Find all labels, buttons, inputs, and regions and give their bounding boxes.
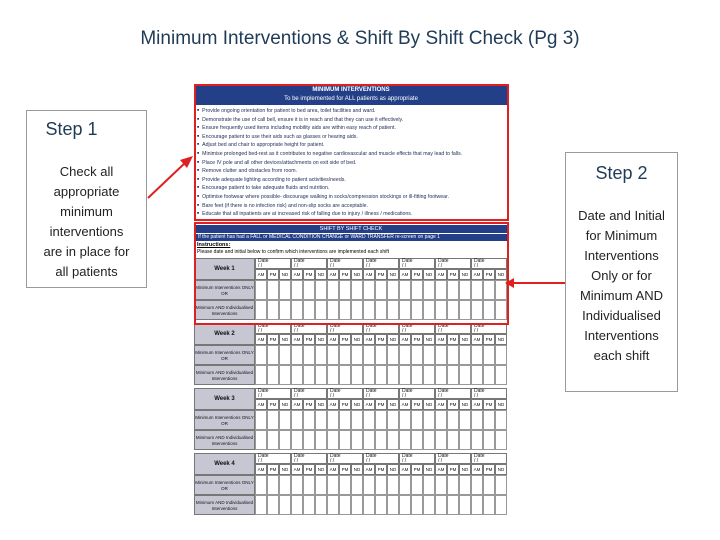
shift-header: ND [459,269,471,280]
shift-header: ND [459,399,471,410]
page-title: Minimum Interventions & Shift By Shift Check (Pg 3) [140,28,580,49]
row-label: Minimum AND Individualised Interventions [194,365,255,385]
mi-item: ■ Provide adequate lighting according to patient activities/needs. [197,176,505,185]
shift-header: AM [471,399,483,410]
mi-item: ■ Educate that all inpatients are at increased risk of falling due to injury / illness / medications. [197,210,505,219]
row-label: Minimum Interventions ONLY OR [194,280,255,300]
shift-header: ND [315,464,327,475]
shift-header: PM [483,269,495,280]
shift-header: AM [363,399,375,410]
date-cell: Date / / [327,323,363,334]
date-cell: Date / / [399,258,435,269]
shift-header: AM [435,269,447,280]
shift-header: AM [291,334,303,345]
mi-subheading: To be implemented for ALL patients as appropriate [284,96,418,102]
row-label: Minimum Interventions ONLY OR [194,475,255,495]
shift-header: ND [459,334,471,345]
shift-header: AM [399,334,411,345]
mi-item: ■ Provide ongoing orientation for patient to bed area, toilet facilities and ward. [197,107,505,116]
shift-header: PM [375,464,387,475]
shift-header: AM [327,334,339,345]
instructions-label-text: Instructions: [197,242,231,248]
shift-header: PM [303,334,315,345]
shift-header: ND [423,269,435,280]
shift-header: ND [495,464,507,475]
shift-header: AM [399,269,411,280]
shift-header: AM [363,269,375,280]
date-cell: Date / / [471,323,507,334]
shift-header: AM [327,269,339,280]
shift-header: PM [411,269,423,280]
step2-line: Individualised [582,308,661,323]
shift-header: ND [279,399,291,410]
shift-header: ND [279,334,291,345]
date-cell: Date / / [435,453,471,464]
shift-header: ND [495,399,507,410]
date-cell: Date / / [399,388,435,399]
shift-header: ND [279,464,291,475]
mi-item: ■ Encourage patient to use their aids such as glasses or hearing aids. [197,133,505,142]
shift-header: AM [255,269,267,280]
shift-header: AM [255,399,267,410]
mi-item: ■ Bare feet (if there is no infection risk) and non-slip socks are acceptable. [197,202,505,211]
shift-header: ND [387,399,399,410]
mi-item: ■ Minimise prolonged bed-rest as it contributes to negative cardiovascular and muscle effects that may lead to falls. [197,150,505,159]
date-cell: Date / / [435,388,471,399]
date-cell: Date / / [327,453,363,464]
date-cell: Date / / [327,388,363,399]
shift-header: AM [255,334,267,345]
shift-header: PM [483,464,495,475]
step2-line: Interventions [584,248,659,263]
date-cell: Date / / [363,388,399,399]
date-cell: Date / / [399,323,435,334]
step1-line: minimum [60,204,113,219]
date-cell: Date / / [291,258,327,269]
shift-header: PM [267,269,279,280]
date-cell: Date / / [291,323,327,334]
step2-line: for Minimum [585,228,658,243]
shift-header: AM [327,464,339,475]
week-label: Week 3 [194,388,255,410]
step2-line: Date and Initial [578,208,665,223]
date-cell: Date / / [327,258,363,269]
shift-header: PM [447,269,459,280]
shift-header: ND [315,269,327,280]
date-cell: Date / / [471,388,507,399]
date-cell: Date / / [435,323,471,334]
shift-header: ND [423,334,435,345]
shift-header: ND [351,399,363,410]
shift-header: AM [399,399,411,410]
shift-header: AM [291,464,303,475]
step2-line: Minimum AND [579,288,664,303]
shift-header: ND [351,464,363,475]
shift-header: ND [387,334,399,345]
shift-header: ND [423,464,435,475]
date-cell: Date / / [363,453,399,464]
instructions-text: Please date and initial below to confirm which interventions are implemented each shift [197,249,390,255]
shift-header: PM [483,399,495,410]
shift-header: AM [471,269,483,280]
shift-header: PM [267,464,279,475]
step1-line: Check all [59,164,114,179]
date-cell: Date / / [471,453,507,464]
shift-header: ND [279,269,291,280]
step2-line: Only or for [591,268,652,283]
shift-header: PM [411,464,423,475]
shift-header: AM [471,464,483,475]
shift-header: ND [315,334,327,345]
date-cell: Date / / [255,388,291,399]
step1-title: Step 1 [45,119,98,139]
shift-header: PM [411,334,423,345]
shift-header: PM [303,269,315,280]
mi-item: ■ Adjust bed and chair to appropriate height for patient. [197,141,505,150]
shift-header: AM [435,464,447,475]
shift-header: AM [291,399,303,410]
row-label: Minimum AND Individualised Interventions [194,495,255,515]
step1-line: appropriate [53,184,120,199]
shift-header: PM [375,334,387,345]
shift-header: ND [495,334,507,345]
shift-header: ND [459,464,471,475]
shift-header: PM [339,399,351,410]
row-label: Minimum Interventions ONLY OR [194,410,255,430]
shift-header: ND [351,269,363,280]
shift-header: PM [339,334,351,345]
date-cell: Date / / [291,453,327,464]
mi-item: ■ Demonstrate the use of call bell, ensure it is in reach and that they can use it effectively. [197,116,505,125]
date-cell: Date / / [255,323,291,334]
date-cell: Date / / [363,323,399,334]
mi-item: ■ Encourage patient to take adequate fluids and nutrition. [197,184,505,193]
shift-header: PM [303,399,315,410]
mi-item: ■ Optimise footwear where possible- discourage walking in socks/compression stockings or ill-fitting footwear. [197,193,505,202]
shift-header: ND [423,399,435,410]
step1-line: interventions [49,224,124,239]
row-label: Minimum Interventions ONLY OR [194,345,255,365]
shift-header: AM [399,464,411,475]
mi-item: ■ Ensure frequently used items including mobility aids are within easy reach of patient. [197,124,505,133]
step2-line: each shift [593,348,650,363]
shift-header: AM [435,334,447,345]
mi-item: ■ Place IV pole and all other devices/attachments on exit side of bed. [197,159,505,168]
shift-header: AM [435,399,447,410]
date-cell: Date / / [399,453,435,464]
mi-item: ■ Remove clutter and obstacles from room. [197,167,505,176]
step1-line: are in place for [43,244,130,259]
step1-line: all patients [55,264,118,279]
step1-arrow-line [148,162,186,198]
shift-header: PM [339,269,351,280]
shift-header: PM [447,334,459,345]
date-cell: Date / / [471,258,507,269]
shift-header: PM [375,399,387,410]
step2-arrow-head [505,278,514,288]
shift-header: AM [363,334,375,345]
row-label: Minimum AND Individualised Interventions [194,300,255,320]
shift-header: PM [411,399,423,410]
shift-header: PM [447,399,459,410]
date-cell: Date / / [363,258,399,269]
shift-header: ND [495,269,507,280]
week-label: Week 1 [194,258,255,280]
shift-header: ND [315,399,327,410]
mi-heading: MINIMUM INTERVENTIONS [312,87,390,93]
shift-check-header: SHIFT BY SHIFT CHECK [194,225,508,233]
shift-header: AM [291,269,303,280]
date-cell: Date / / [255,453,291,464]
shift-header: AM [363,464,375,475]
shift-header: AM [471,334,483,345]
shift-check-subheader: If the patient has had a FALL or MEDICAL CONDITION CHANGE or WARD TRANSFER re-screen on page 1 [194,234,508,241]
shift-header: ND [387,464,399,475]
shift-header: PM [483,334,495,345]
shift-header: PM [303,464,315,475]
week-label: Week 4 [194,453,255,475]
shift-header: PM [339,464,351,475]
shift-header: AM [327,399,339,410]
shift-header: ND [387,269,399,280]
date-cell: Date / / [435,258,471,269]
date-cell: Date / / [255,258,291,269]
shift-header: PM [267,334,279,345]
shift-header: PM [375,269,387,280]
shift-header: ND [351,334,363,345]
step2-title: Step 2 [595,163,648,183]
shift-header: PM [267,399,279,410]
row-label: Minimum AND Individualised Interventions [194,430,255,450]
date-cell: Date / / [291,388,327,399]
week-label: Week 2 [194,323,255,345]
shift-header: AM [255,464,267,475]
step2-line: Interventions [584,328,659,343]
shift-header: PM [447,464,459,475]
